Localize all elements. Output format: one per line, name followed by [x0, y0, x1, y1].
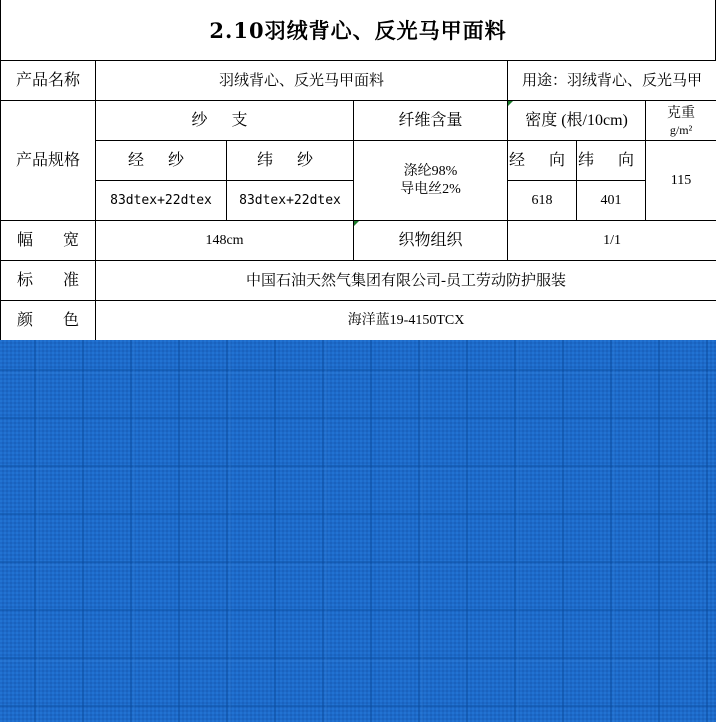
label-color: 颜 色	[1, 301, 96, 341]
table-row	[1, 61, 717, 101]
label-yarn-count: 纱 支	[96, 101, 354, 141]
table-row	[1, 141, 717, 181]
label-weave: 织物组织	[354, 221, 508, 261]
value-warp-yarn: 83dtex+22dtex	[96, 181, 227, 221]
table-row	[1, 101, 717, 141]
value-weft-yarn: 83dtex+22dtex	[227, 181, 354, 221]
fiber-line-polyester: 涤纶98%	[403, 163, 458, 179]
fiber-line-conductive: 导电丝2%	[400, 181, 461, 197]
table-row	[1, 301, 717, 341]
value-weft-density: 401	[577, 181, 646, 221]
value-product-name: 羽绒背心、反光马甲面料	[96, 61, 508, 101]
right-margin	[716, 0, 722, 722]
table-row	[1, 261, 717, 301]
value-color: 海洋蓝19-4150TCX	[96, 301, 717, 341]
spec-table	[0, 60, 717, 341]
table-row	[1, 221, 717, 261]
value-warp-density: 618	[508, 181, 577, 221]
label-density: 密度 (根/10cm)	[508, 101, 646, 141]
label-width: 幅 宽	[1, 221, 96, 261]
label-product-name: 产品名称	[1, 61, 96, 101]
weight-title: 克重	[667, 105, 696, 121]
label-product-spec: 产品规格	[1, 101, 96, 221]
weight-unit: g/m²	[669, 122, 693, 137]
value-weave: 1/1	[508, 221, 717, 261]
label-warp-yarn: 经 纱	[96, 141, 227, 181]
label-fiber-content: 纤维含量	[354, 101, 508, 141]
fabric-swatch-image	[0, 340, 716, 722]
value-fiber-content	[354, 141, 508, 221]
value-standard: 中国石油天然气集团有限公司-员工劳动防护服装	[96, 261, 717, 301]
value-usage: 用途：羽绒背心、反光马甲	[508, 61, 717, 101]
label-standard: 标 准	[1, 261, 96, 301]
label-warp-direction: 经 向	[508, 141, 577, 181]
page-title: 2.10羽绒背心、反光马甲面料	[0, 0, 716, 60]
label-weight	[646, 101, 717, 141]
value-weight: 115	[646, 141, 717, 221]
value-width: 148cm	[96, 221, 354, 261]
label-weft-yarn: 纬 纱	[227, 141, 354, 181]
ripstop-fabric-texture	[0, 340, 716, 722]
label-weft-direction: 纬 向	[577, 141, 646, 181]
